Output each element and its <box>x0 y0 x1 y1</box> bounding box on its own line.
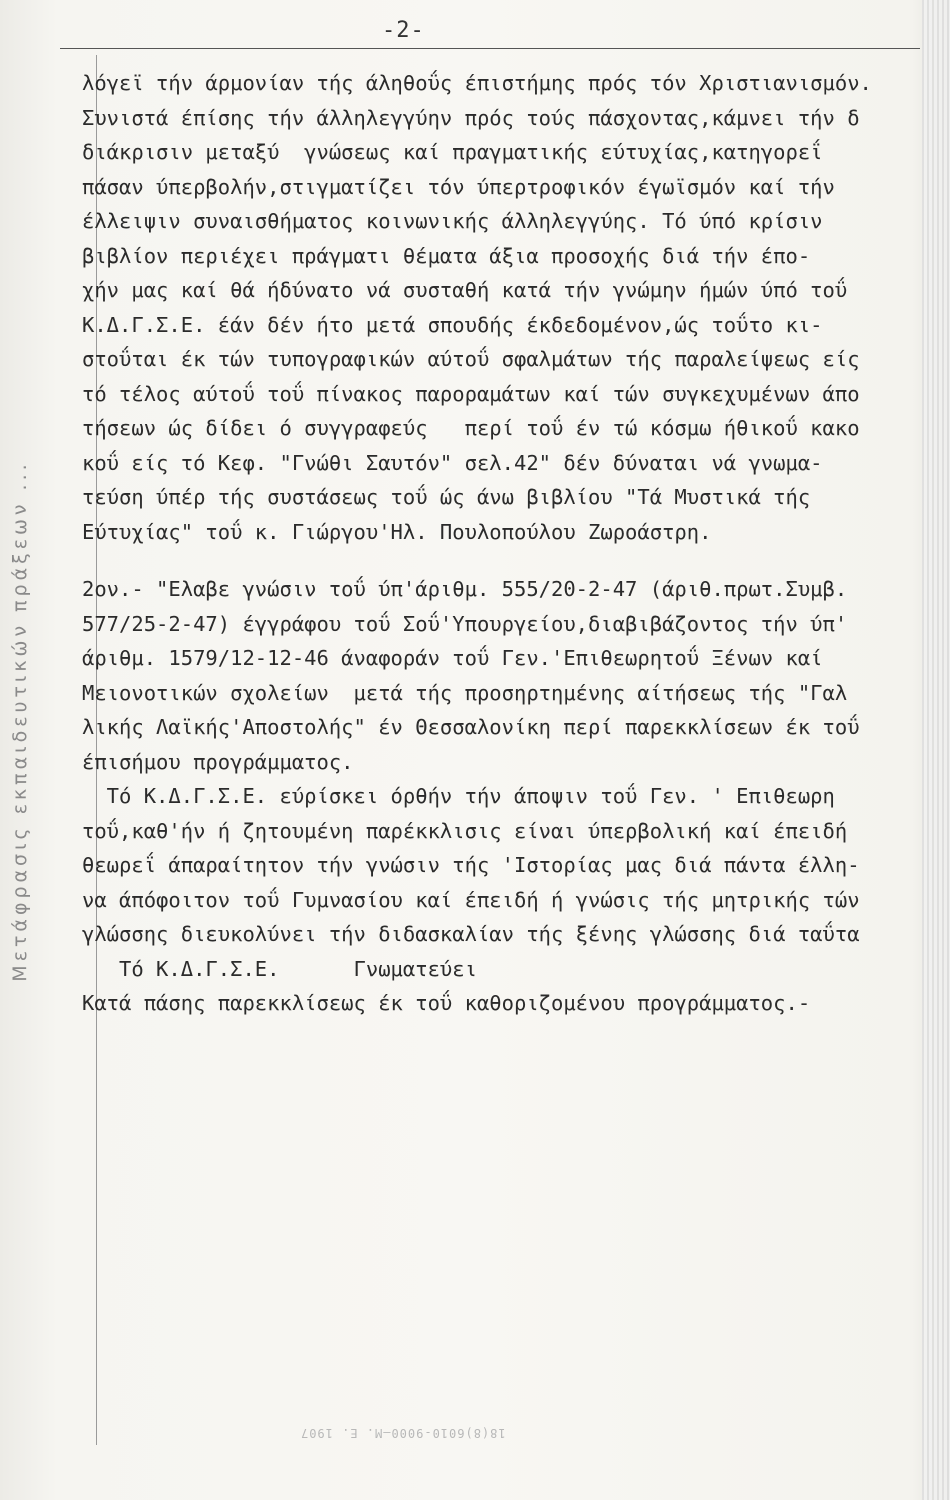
text-line: έπισήμου προγράμματος. <box>82 749 354 774</box>
paragraph-gap <box>82 549 932 572</box>
text-line: κοΰ είς τό Κεφ. "Γνώθι Σαυτόν" σελ.42" δέν δύναται νά γνωμα- <box>82 450 823 475</box>
text-line: Τό Κ.Δ.Γ.Σ.Ε. Γνωματεύει <box>82 956 477 981</box>
text-line: τοΰ,καθ'ήν ή ζητουμένη παρέκκλισις είναι ύπερβολική καί έπειδή <box>82 818 848 843</box>
text-line: τό τέλος αύτοΰ τοΰ πίνακος παροραμάτων καί τών συγκεχυμένων άπο <box>82 381 860 406</box>
text-line: Κ.Δ.Γ.Σ.Ε. έάν δέν ήτο μετά σπουδής έκδεδομένον,ώς τοΰτο κι- <box>82 312 823 337</box>
text-line: τεύση ύπέρ τής συστάσεως τοΰ ώς άνω βιβλίου "Τά Μυστικά τής <box>82 485 811 509</box>
text-line: χήν μας καί θά ήδύνατο νά συσταθή κατά τήν γνώμην ήμών ύπό τοΰ <box>82 278 848 302</box>
text-line: στοΰται έκ τών τυπογραφικών αύτοΰ σφαλμάτων τής παραλείψεως είς <box>82 347 860 371</box>
text-line: άριθμ. 1579/12-12-46 άναφοράν τοΰ Γεν.'Επιθεωρητοΰ Ξένων καί <box>82 646 823 670</box>
text-line: Εύτυχίας" τοΰ κ. Γιώργου'Ηλ. Πουλοπούλου Ζωροάστρη. <box>82 519 712 544</box>
text-line: 577/25-2-47) έγγράφου τοΰ Σοΰ'Υπουργείου,διαβιβάζοντος τήν ύπ' <box>82 611 848 636</box>
text-line: λόγεϊ τήν άρμονίαν τής άληθοΰς έπιστήμης πρός τόν Χριστιανισμόν. <box>82 71 872 95</box>
text-line: βιβλίον περιέχει πράγματι θέματα άξια προσοχής διά τήν έπο- <box>82 243 811 268</box>
text-line: τήσεων ώς δίδει ό συγγραφεύς περί τοΰ έν τώ κόσμω ήθικοΰ κακο <box>82 416 860 440</box>
paragraph <box>82 66 932 549</box>
text-line: Κατά πάσης παρεκκλίσεως έκ τοΰ καθοριζομένου προγράμματος.- <box>82 991 811 1015</box>
text-line: Συνιστά έπίσης τήν άλληλεγγύην πρός τούς πάσχοντας,κάμνει τήν δ <box>82 105 860 130</box>
paragraph <box>82 572 932 1021</box>
text-line: λικής Λαϊκής'Αποστολής" έν Θεσσαλονίκη περί παρεκκλίσεων έκ τοΰ <box>82 715 860 739</box>
text-line: διάκρισιν μεταξύ γνώσεως καί πραγματικής εύτυχίας,κατηγορεΐ <box>82 140 823 164</box>
text-line: να άπόφοιτον τοΰ Γυμνασίου καί έπειδή ή γνώσις τής μητρικής τών <box>82 887 860 912</box>
text-line: Μειονοτικών σχολείων μετά τής προσηρτημένης αίτήσεως τής "Γαλ <box>82 680 848 705</box>
text-line: πάσαν ύπερβολήν,στιγματίζει τόν ύπερτροφικόν έγωϊσμόν καί τήν <box>82 174 835 199</box>
text-line: Τό Κ.Δ.Γ.Σ.Ε. εύρίσκει όρθήν τήν άποψιν τοΰ Γεν. ' Επιθεωρη <box>82 784 835 808</box>
text-line: θεωρεΐ άπαραίτητον τήν γνώσιν τής 'Ιστορίας μας διά πάντα έλλη- <box>82 853 860 877</box>
side-margin-text: Μετάφρασις εκπαιδευτικών πράξεων ... <box>9 460 31 982</box>
page-number: -2- <box>382 18 425 43</box>
text-line: 2ον.- "Ελαβε γνώσιν τοΰ ύπ'άριθμ. 555/20-2-47 (άριθ.πρωτ.Συμβ. <box>82 577 848 601</box>
document-body <box>82 66 932 1021</box>
header-rule <box>60 48 920 49</box>
text-line: γλώσσης διευκολύνει τήν διδασκαλίαν τής ξένης γλώσσης διά ταΰτα <box>82 922 860 946</box>
text-line: έλλειψιν συναισθήματος κοινωνικής άλληλεγγύης. Τό ύπό κρίσιν <box>82 209 823 233</box>
printer-stamp: 18(8)6010-9000—M. E. 1907 <box>300 1426 506 1440</box>
